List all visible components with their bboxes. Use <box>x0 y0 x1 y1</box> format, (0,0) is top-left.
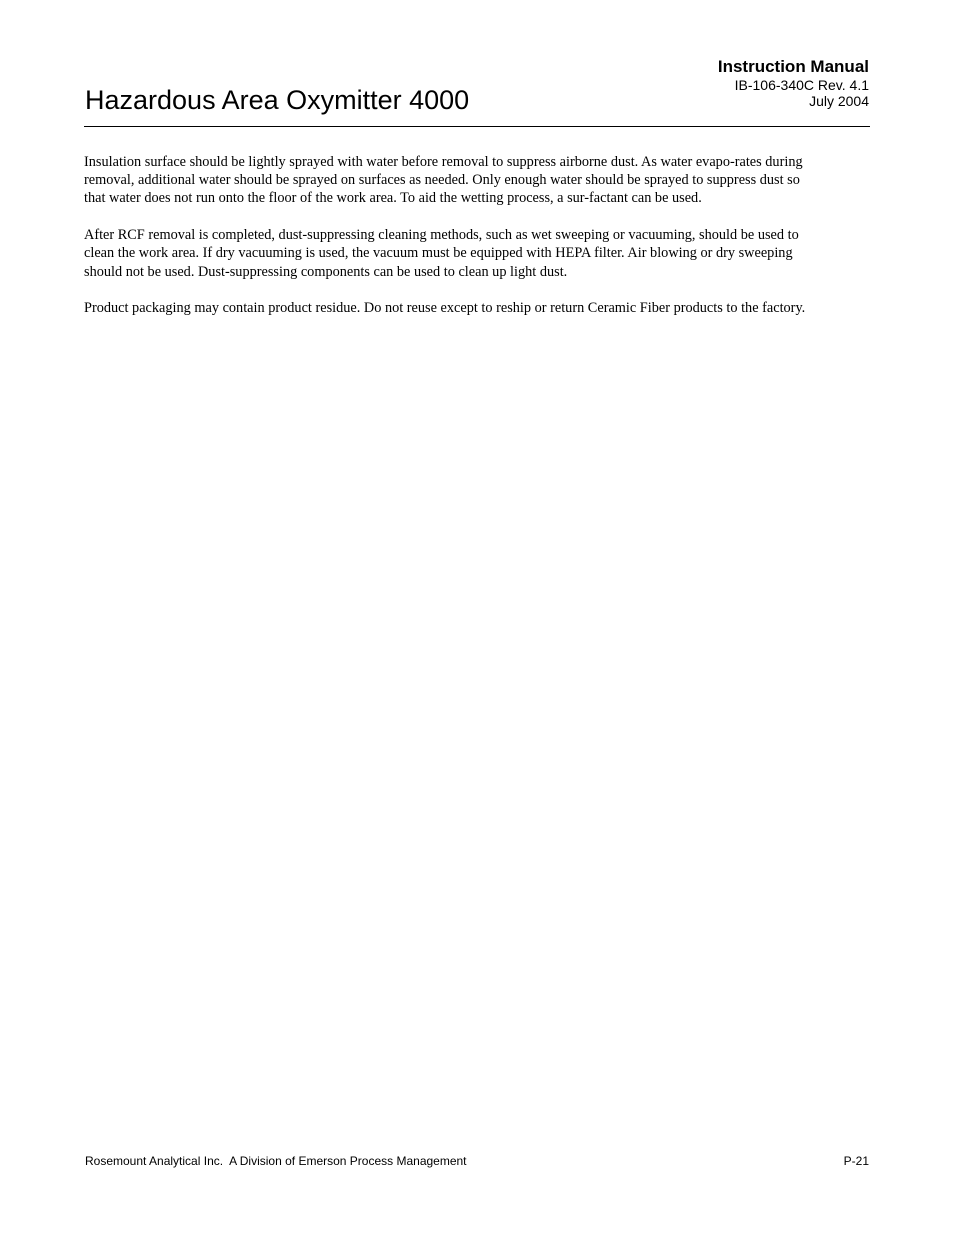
header-divider <box>84 126 870 127</box>
paragraph-insulation-spraying: Insulation surface should be lightly sprayed with water before removal to suppress airborne dust. As water evapo-rates during removal, additional water should be sprayed on surfaces as needed. Only enough water should be sprayed to suppress dust so that water does not run onto the floor of the work area. To aid the wetting process, a sur-factant can be used. <box>84 154 803 207</box>
document-info <box>718 56 869 109</box>
footer-page-number: P-21 <box>843 1154 869 1168</box>
paragraph-product-packaging: Product packaging may contain product residue. Do not reuse except to reship or return Ceramic Fiber products to the factory. <box>84 300 806 317</box>
page-title: Hazardous Area Oxymitter 4000 <box>85 85 470 115</box>
footer-company: Rosemount Analytical Inc. A Division of Emerson Process Management <box>85 1154 467 1168</box>
body-content <box>84 153 814 336</box>
document-date: July 2004 <box>809 93 869 109</box>
paragraph-rcf-cleanup: After RCF removal is completed, dust-suppressing cleaning methods, such as wet sweeping or vacuuming, should be used to clean the work area. If dry vacuuming is used, the vacuum must be equipped with HEPA filter. Air blowing or dry sweeping should not be used. Dust-suppressing components can be used to clean up light dust. <box>84 227 799 280</box>
manual-label: Instruction Manual <box>717 57 869 76</box>
document-number: IB-106-340C Rev. 4.1 <box>734 77 869 93</box>
